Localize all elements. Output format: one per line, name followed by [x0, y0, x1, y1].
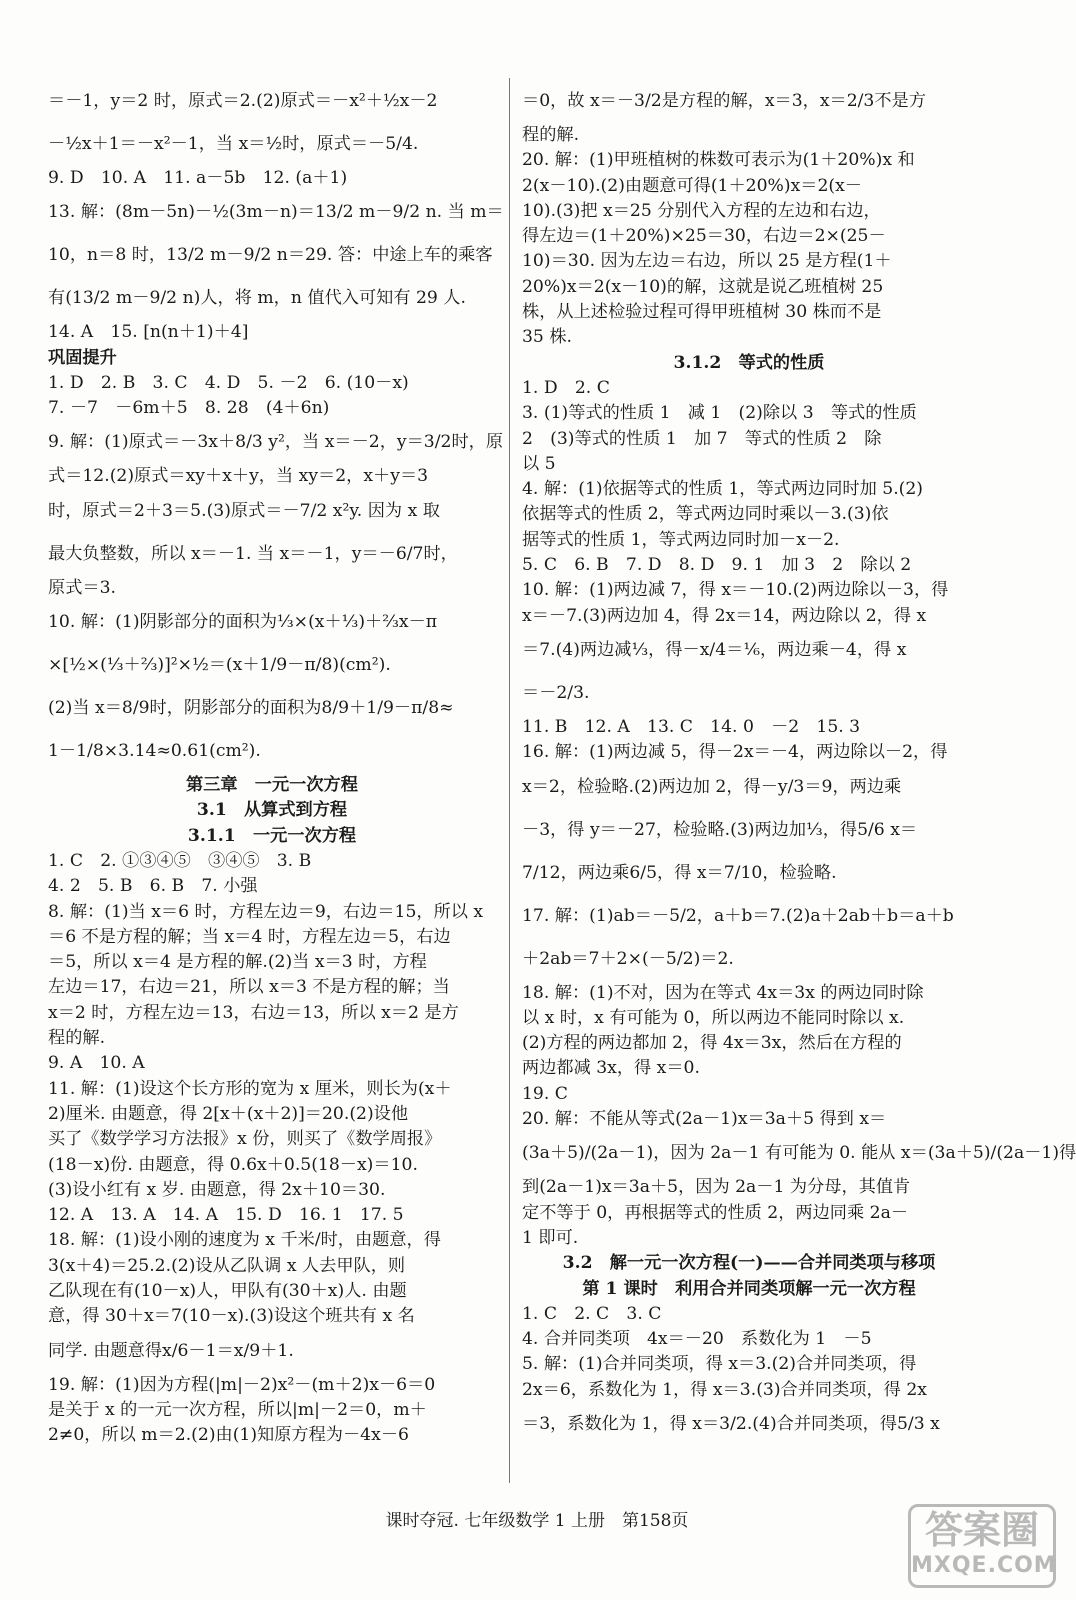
text-line: 程的解.	[48, 1028, 106, 1049]
text-line: 35 株.	[522, 327, 572, 348]
text-line: 14. A 15. [n(n＋1)＋4]	[48, 322, 249, 343]
text-line: 程的解.	[522, 125, 580, 145]
text-line: 19. C	[522, 1083, 568, 1104]
text-line: 同学. 由题意得x/6－1＝x/9＋1.	[48, 1340, 294, 1361]
text-line: 得左边＝(1＋20%)×25＝30，右边＝2×(25－	[522, 226, 886, 247]
text-line: 以 x 时，x 有可能为 0，所以两边不能同时除以 x.	[522, 1007, 905, 1028]
text-line: 8. 解：(1)当 x＝6 时，方程左边＝9，右边＝15，所以 x	[48, 901, 484, 922]
text-line: 1－1/8×3.14≈0.61(cm²).	[48, 741, 261, 762]
text-line: 9. D 10. A 11. a－5b 12. (a＋1)	[48, 168, 348, 188]
text-line: 2≠0，所以 m＝2.(2)由(1)知原方程为－4x－6	[48, 1425, 409, 1446]
text-line: 11. B 12. A 13. C 14. 0 －2 15. 3	[522, 716, 861, 737]
text-line: 1. D 2. B 3. C 4. D 5. －2 6. (10－x)	[48, 372, 409, 393]
text-line: －½x＋1＝－x²－1，当 x＝½时，原式＝－5/4.	[48, 134, 419, 154]
text-line: x＝2，检验略.(2)两边加 2，得－y/3＝9，两边乘	[522, 776, 902, 797]
text-line: ×[½×(⅓＋⅔)]²×½＝(x＋1/9－π/8)(cm²).	[48, 655, 391, 676]
text-line: ＝－2/3.	[522, 682, 590, 703]
watermark-url: MXQE.COM	[911, 1553, 1057, 1578]
text-line: 1. C 2. ①③④⑤ ③④⑤ 3. B	[48, 850, 312, 871]
text-line: ＋2ab＝7＋2×(－5/2)＝2.	[522, 948, 734, 969]
text-line: 1 即可.	[522, 1227, 579, 1248]
lesson-title: 第 1 课时 利用合并同类项解一元一次方程	[582, 1278, 916, 1299]
text-line: 据等式的性质 1，等式两边同时加－x－2.	[522, 529, 840, 550]
text-line: 7. －7 －6m＋5 8. 28 (4＋6n)	[48, 398, 330, 419]
text-line: 18. 解：(1)不对，因为在等式 4x＝3x 的两边同时除	[522, 982, 924, 1003]
text-line: ＝5，所以 x＝4 是方程的解.(2)当 x＝3 时，方程	[48, 952, 427, 973]
text-line: 2 (3)等式的性质 1 加 7 等式的性质 2 除	[522, 428, 882, 449]
text-line: 10).(3)把 x＝25 分别代入方程的左边和右边，	[522, 200, 881, 221]
text-line: 20. 解：不能从等式(2a－1)x＝3a＋5 得到 x＝	[522, 1109, 887, 1130]
text-line: (3)设小红有 x 岁. 由题意，得 2x＋10＝30.	[48, 1179, 386, 1200]
text-line: (3a＋5)/(2a－1)，因为 2a－1 有可能为 0. 能从 x＝(3a＋5)/(2a－1)得	[522, 1143, 1076, 1164]
text-line: 9. 解：(1)原式＝－3x＋8/3 y²，当 x＝－2，y＝3/2时，原	[48, 432, 504, 453]
chapter-title: 第三章 一元一次方程	[186, 775, 358, 796]
text-line: ＝0，故 x＝－3/2是方程的解，x＝3，x＝2/3不是方	[522, 91, 926, 111]
text-line: 最大负整数，所以 x＝－1. 当 x＝－1，y＝－6/7时，	[48, 543, 458, 564]
text-line: x＝2 时，方程左边＝13，右边＝13，所以 x＝2 是方	[48, 1002, 459, 1023]
text-line: 13. 解：(8m－5n)－½(3m－n)＝13/2 m－9/2 n. 当 m＝	[48, 202, 504, 223]
text-line: (18－x)份. 由题意，得 0.6x＋0.5(18－x)＝10.	[48, 1154, 418, 1175]
text-line: 10)＝30. 因为左边＝右边，所以 25 是方程(1＋	[522, 251, 892, 272]
text-line: 原式＝3.	[48, 577, 116, 598]
text-line: 3(x＋4)＝25.2.(2)设从乙队调 x 人去甲队，则	[48, 1255, 406, 1276]
text-line: 7/12，两边乘6/5，得 x＝7/10，检验略.	[522, 862, 837, 883]
text-line: 到(2a－1)x＝3a＋5，因为 2a－1 为分母，其值肯	[522, 1177, 911, 1198]
left-column	[48, 80, 504, 1449]
text-line: ＝6 不是方程的解；当 x＝4 时，方程左边＝5，右边	[48, 926, 451, 947]
text-line: 两边都减 3x，得 x＝0.	[522, 1058, 700, 1079]
text-line: 20. 解：(1)甲班植树的株数可表示为(1＋20%)x 和	[522, 150, 915, 171]
text-line: 买了《数学学习方法报》x 份，则买了《数学周报》	[48, 1129, 442, 1150]
text-line: 11. 解：(1)设这个长方形的宽为 x 厘米，则长为(x＋	[48, 1078, 452, 1099]
section-title: 3.1 从算式到方程	[196, 800, 348, 821]
text-line: 3. (1)等式的性质 1 减 1 (2)除以 3 等式的性质	[522, 403, 917, 424]
subsection-title: 3.1.1 一元一次方程	[187, 825, 357, 846]
text-line: 16. 解：(1)两边减 5，得－2x＝－4，两边除以－2，得	[522, 742, 948, 763]
text-line: 1. D 2. C	[522, 377, 610, 398]
text-line: (2)方程的两边都加 2，得 4x＝3x，然后在方程的	[522, 1033, 902, 1054]
column-divider	[509, 78, 510, 1483]
text-line: 株，从上述检验过程可得甲班植树 30 株而不是	[522, 302, 882, 323]
text-line: 依据等式的性质 2，等式两边同时乘以－3.(3)依	[522, 504, 889, 525]
text-line: 左边＝17，右边＝21，所以 x＝3 不是方程的解；当	[48, 977, 450, 998]
text-line: x＝－7.(3)两边加 4，得 2x＝14，两边除以 2，得 x	[522, 605, 927, 626]
text-line: 意，得 30＋x＝7(10－x).(3)设这个班共有 x 名	[48, 1306, 415, 1327]
text-line: 9. A 10. A	[48, 1053, 145, 1074]
subsection-title: 3.1.2 等式的性质	[673, 352, 825, 373]
text-line: ＝7.(4)两边减⅓，得－x/4＝⅙，两边乘－4，得 x	[522, 639, 907, 660]
text-line: 19. 解：(1)因为方程(|m|－2)x²－(m＋2)x－6＝0	[48, 1374, 436, 1395]
text-line: －3，得 y＝－27，检验略.(3)两边加⅓，得5/6 x＝	[522, 819, 918, 840]
text-line: 时，原式＝2＋3＝5.(3)原式＝－7/2 x²y. 因为 x 取	[48, 500, 440, 521]
text-line: 17. 解：(1)ab＝－5/2，a＋b＝7.(2)a＋2ab＋b＝a＋b	[522, 905, 954, 926]
section-heading: 巩固提升	[48, 347, 117, 368]
text-line: 10. 解：(1)两边减 7，得 x＝－10.(2)两边除以－3，得	[522, 580, 949, 601]
text-line: 定不等于 0，再根据等式的性质 2，两边同乘 2a－	[522, 1202, 909, 1223]
text-line: 以 5	[522, 453, 556, 474]
text-line: ＝3，系数化为 1，得 x＝3/2.(4)合并同类项，得5/3 x	[522, 1413, 940, 1434]
text-line: 4. 合并同类项 4x＝－20 系数化为 1 －5	[522, 1329, 872, 1350]
text-line: 5. 解：(1)合并同类项，得 x＝3.(2)合并同类项，得	[522, 1354, 917, 1375]
text-line: 4. 2 5. B 6. B 7. 小强	[48, 876, 258, 897]
text-line: 12. A 13. A 14. A 15. D 16. 1 17. 5	[48, 1205, 404, 1226]
text-line: 20%)x＝2(x－10)的解，这就是说乙班植树 25	[522, 276, 884, 297]
text-line: 2(x－10).(2)由题意可得(1＋20%)x＝2(x－	[522, 175, 862, 196]
right-column	[522, 80, 1076, 1446]
watermark-logo	[908, 1504, 1056, 1588]
text-line: 18. 解：(1)设小刚的速度为 x 千米/时，由题意，得	[48, 1230, 441, 1251]
text-line: 1. C 2. C 3. C	[522, 1303, 662, 1324]
text-line: 2x＝6，系数化为 1，得 x＝3.(3)合并同类项，得 2x	[522, 1379, 927, 1400]
text-line: 有(13/2 m－9/2 n)人，将 m，n 值代入可知有 29 人.	[48, 288, 466, 309]
text-line: 是关于 x 的一元一次方程，所以|m|－2＝0，m＋	[48, 1399, 427, 1420]
text-line: 4. 解：(1)依据等式的性质 1，等式两边同时加 5.(2)	[522, 479, 924, 500]
text-line: ＝－1，y＝2 时，原式＝2.(2)原式＝－x²＋½x－2	[48, 91, 438, 111]
page-footer: 课时夺冠. 七年级数学 1 上册 第158页	[385, 1511, 689, 1531]
text-line: 10，n＝8 时，13/2 m－9/2 n＝29. 答：中途上车的乘客	[48, 245, 493, 266]
text-line: 2)厘米. 由题意，得 2[x＋(x＋2)]＝20.(2)设他	[48, 1103, 409, 1124]
text-line: 5. C 6. B 7. D 8. D 9. 1 加 3 2 除以 2	[522, 555, 912, 576]
text-line: 式＝12.(2)原式＝xy＋x＋y，当 xy＝2，x＋y＝3	[48, 466, 429, 487]
text-line: 10. 解：(1)阴影部分的面积为⅓×(x＋⅓)＋⅔x－π	[48, 612, 438, 633]
watermark-title: 答案圈	[924, 1508, 1039, 1552]
section-title: 3.2 解一元一次方程(一)——合并同类项与移项	[562, 1253, 936, 1274]
text-line: (2)当 x＝8/9时，阴影部分的面积为8/9＋1/9－π/8≈	[48, 698, 454, 719]
text-line: 乙队现在有(10－x)人，甲队有(30＋x)人. 由题	[48, 1281, 407, 1302]
